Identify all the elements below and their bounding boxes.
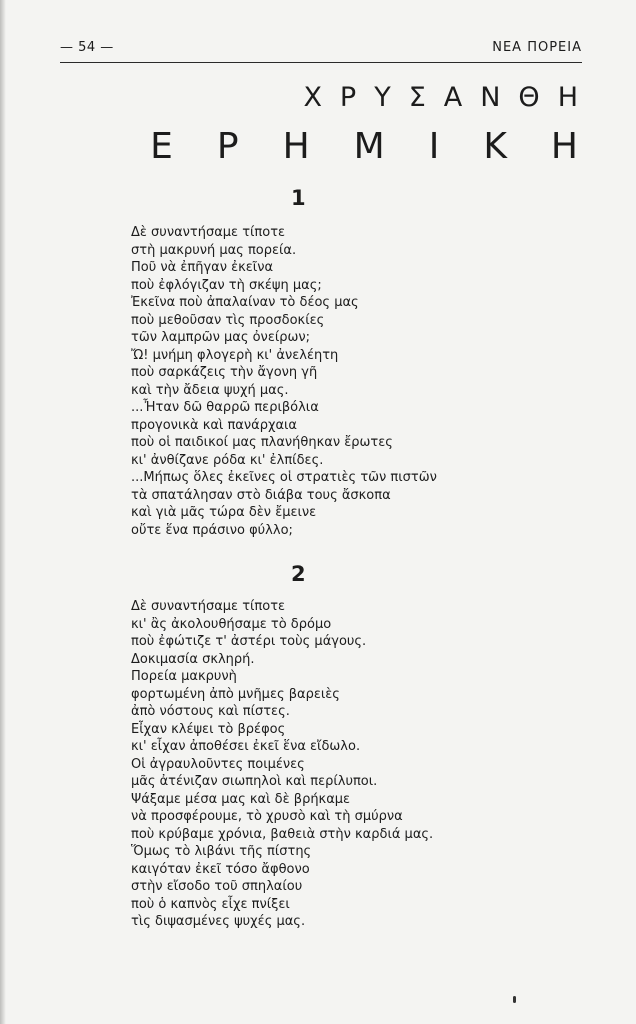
verse-line: τὶς διψασμένες ψυχές μας. [131,914,306,929]
verse-line: φορτωμένη ἀπὸ μνῆμες βαρειὲς [131,686,340,702]
verse-line: Δὲ συναντήσαμε τίποτε [131,599,286,614]
verse-line: τὰ σπατάλησαν στὸ διάβα τους ἄσκοπα [131,487,391,503]
verse-line: μᾶς ἀτένιζαν σιωπηλοὶ καὶ περίλυποι. [131,774,378,789]
verse-line: ποὺ μεθοῦσαν τὶς προσδοκίες [131,312,325,328]
verse-line: ποὺ οἱ παιδικοί μας πλανήθηκαν ἔρωτες [131,435,393,450]
poem-title: ΕΡΗΜΙΚΗ [150,126,622,167]
verse-line: τῶν λαμπρῶν μας ὀνείρων; [131,330,311,345]
verse-line: καὶ γιὰ μᾶς τώρα δὲν ἔμεινε [131,505,317,520]
verse-line: νὰ προσφέρουμε, τὸ χρυσὸ καὶ τὴ σμύρνα [131,809,403,824]
verse-line: ποὺ ἐφλόγιζαν τὴ σκέψη μας; [131,277,322,293]
verse-line: Δοκιμασία σκληρή. [131,651,255,667]
verse-line: ἀπὸ νόστους καὶ πίστες. [131,704,290,719]
ink-speck [513,996,516,1003]
verse-line: στὴ μακρυνή μας πορεία. [131,242,297,258]
verse-line: Ὤ! μνήμη φλογερὴ κι' ἀνελέητη [131,347,339,363]
journal-title: ΝΕΑ ΠΟΡΕΙΑ [492,40,582,55]
verse-line: καὶ τὴν ἄδεια ψυχή μας. [131,382,289,398]
verse-line: οὔτε ἕνα πράσινο φύλλο; [131,522,293,538]
verse-line: κι' ἀνθίζανε ρόδα κι' ἐλπίδες. [131,452,324,468]
verse-line: στὴν εἴσοδο τοῦ σπηλαίου [131,879,303,894]
verse-line: προγονικὰ καὶ πανάρχαια [131,417,297,433]
verse-line: Δὲ συναντήσαμε τίποτε [131,225,286,240]
running-header [60,38,582,60]
section-number: 1 [291,186,306,210]
verse-line: Οἱ ἀγραυλοῦντες ποιμένες [131,756,305,772]
verse-line: ποὺ κρύβαμε χρόνια, βαθειὰ στὴν καρδιά μας. [131,826,434,842]
page-edge-shadow [0,0,6,1024]
verse-line: κι' εἶχαν ἀποθέσει ἐκεῖ ἕνα εἴδωλο. [131,739,361,754]
verse-line: καιγόταν ἐκεῖ τόσο ἄφθονο [131,861,310,877]
stanza-2 [131,598,433,931]
verse-line: Πορεία μακρυνὴ [131,669,237,684]
header-rule [60,62,582,63]
author-name: ΧΡΥΣΑΝΘΗ [303,82,596,113]
stanza-1 [131,224,437,539]
verse-line: κι' ἂς ἀκολουθήσαμε τὸ δρόμο [131,616,332,632]
verse-line: ποὺ ἐφώτιζε τ' ἀστέρι τοὺς μάγους. [131,634,367,649]
verse-line: Ψάξαμε μέσα μας καὶ δὲ βρήκαμε [131,791,351,807]
verse-line: ...Ἦταν δῶ θαρρῶ περιβόλια [131,400,319,415]
verse-line: Ἐκεῖνα ποὺ ἀπαλαίναν τὸ δέος μας [131,295,359,310]
verse-line: Ὅμως τὸ λιβάνι τῆς πίστης [131,844,312,859]
verse-line: Ποῦ νὰ ἐπῆγαν ἐκεῖνα [131,260,274,275]
verse-line: ...Μήπως ὅλες ἐκεῖνες οἱ στρατιὲς τῶν πιστῶν [131,470,437,485]
verse-line: ποὺ ὁ καπνὸς εἶχε πνίξει [131,896,290,912]
verse-line: ποὺ σαρκάζεις τὴν ἄγονη γῆ [131,365,318,380]
page-number: — 54 — [60,40,114,55]
verse-line: Εἶχαν κλέψει τὸ βρέφος [131,721,286,737]
section-number: 2 [291,562,306,586]
